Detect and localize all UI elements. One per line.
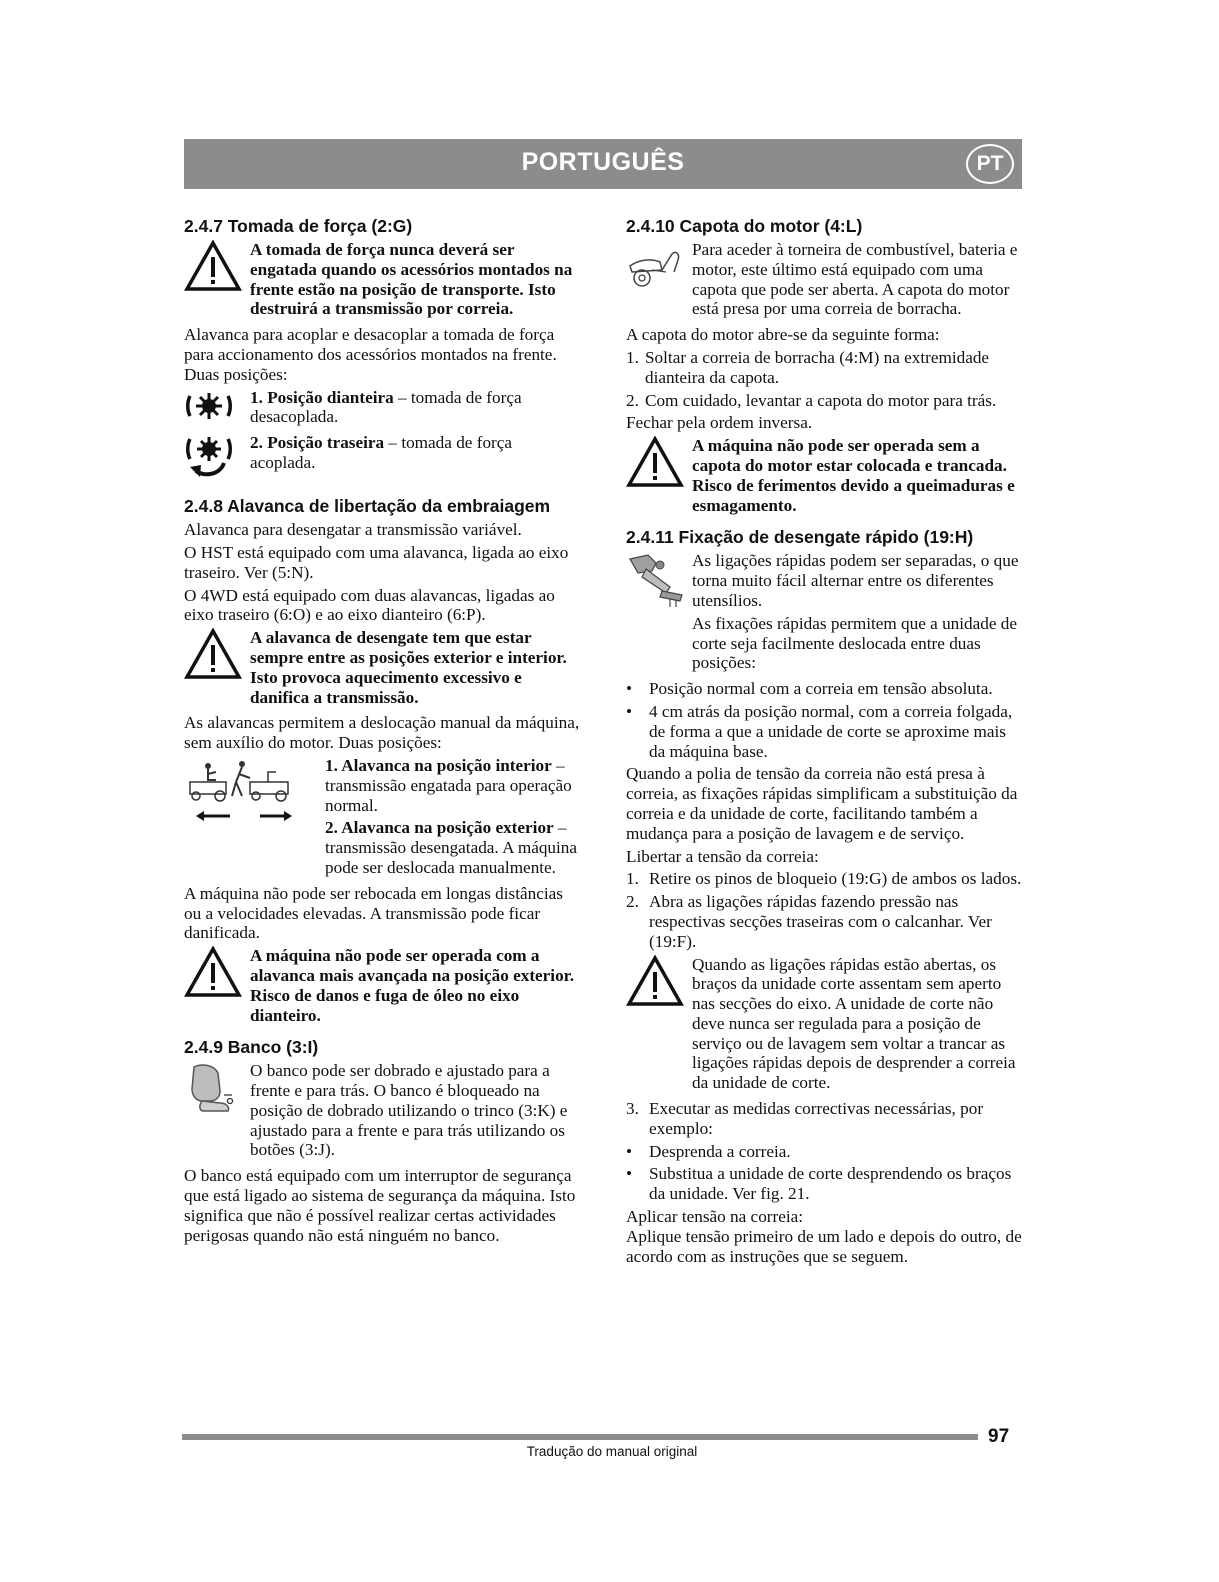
warning-block — [626, 436, 1024, 518]
paragraph: Para aceder à torneira de combustível, bateria e motor, este último está equipado com uma capota que pode ser aberta. A capota do motor está presa por uma correia de borracha. — [692, 240, 1018, 319]
warning-triangle-icon — [184, 240, 242, 292]
section-heading-2-4-8: 2.4.8 Alavanca de libertação da embraiagem — [184, 496, 551, 517]
banner-title: PORTUGUÊS — [521, 148, 685, 176]
paragraph: Aplicar tensão na correia: — [626, 1207, 804, 1227]
section-heading-2-4-9: 2.4.9 Banco (3:I) — [184, 1037, 319, 1058]
paragraph: Alavanca para desengatar a transmissão variável. — [184, 520, 522, 540]
warning-text: A tomada de força nunca deverá ser engatada quando os acessórios montados na frente estão na posição de transporte. Isto destruirá a transmissão por correia. — [250, 240, 573, 319]
engine-hood-icon — [626, 240, 684, 292]
footer-rule — [182, 1434, 978, 1440]
section-heading-2-4-10: 2.4.10 Capota do motor (4:L) — [626, 216, 863, 236]
warning-triangle-icon — [184, 628, 242, 680]
position-label: 1. Posição dianteira — [250, 387, 394, 407]
list-item: • 4 cm atrás da posição normal, com a correia folgada, de forma a que a unidade de corte se aproxime mais da máquina base. — [626, 701, 1013, 761]
paragraph: O HST está equipado com uma alavanca, ligada ao eixo traseiro. Ver (5:N). — [184, 542, 569, 582]
position-description: – tomada de força desacoplada. — [250, 387, 522, 427]
paragraph: O banco está equipado com um interruptor de segurança que está ligado ao sistema de segurança da máquina. Isto significa que não é possível realizar certas actividades perigosas quando não está ninguém no banco. — [184, 1166, 576, 1245]
position-label: 1. Alavanca na posição interior — [325, 755, 552, 775]
paragraph: Aplique tensão primeiro de um lado e depois do outro, de acordo com as instruções que se seguem. — [626, 1226, 1022, 1266]
language-banner — [184, 139, 1022, 189]
list-item: 1. Soltar a correia de borracha (4:M) na extremidade dianteira da capota. — [626, 347, 990, 387]
warning-block — [626, 955, 1024, 1097]
warning-text: A alavanca de desengate tem que estar sempre entre as posições exterior e interior. Isto provoca aquecimento excessivo e danifica a transmissão. — [250, 628, 567, 707]
bullet-list — [626, 1142, 1024, 1204]
numbered-list — [626, 869, 1024, 951]
list-item: 1. Retire os pinos de bloqueio (19:G) de ambos os lados. — [626, 869, 1022, 889]
list-item: 2. Abra as ligações rápidas fazendo pressão nas respectivas secções traseiras com o calcanhar. Ver (19:F). — [626, 892, 992, 951]
numbered-list — [626, 348, 1024, 410]
hood-block — [626, 240, 1024, 322]
warning-triangle-icon — [626, 955, 684, 1007]
list-item: 3. Executar as medidas correctivas necessárias, por exemplo: — [626, 1099, 984, 1138]
paragraph: A máquina não pode ser rebocada em longas distâncias ou a velocidades elevadas. A transmissão pode ficar danificada. — [184, 883, 563, 943]
position-description: – transmissão desengatada. A máquina pode ser deslocada manualmente. — [325, 818, 578, 877]
list-item: • Posição normal com a correia em tensão absoluta. — [626, 679, 993, 699]
position-label: 2. Posição traseira — [250, 433, 385, 453]
section-heading-2-4-7: 2.4.7 Tomada de força (2:G) — [184, 216, 413, 236]
paragraph: Quando a polia de tensão da correia não está presa à correia, as fixações rápidas simplificam a substituição da correia e da unidade de corte, facilitando também a mudança para a posição de lavagem e de serviço. — [626, 764, 1018, 843]
warning-block — [184, 946, 580, 1028]
seat-icon — [184, 1061, 240, 1117]
manual-push-icon — [184, 756, 296, 828]
pto-position-1 — [184, 388, 580, 431]
page-number: 97 — [988, 1426, 1010, 1447]
paragraph: O 4WD está equipado com duas alavancas, ligadas ao eixo traseiro (6:O) e ao eixo dianteiro (6:P). — [184, 585, 555, 625]
paragraph: As fixações rápidas permitem que a unidade de corte seja facilmente deslocada entre duas posições: — [692, 613, 1018, 673]
paragraph: Alavanca para acoplar e desacoplar a tomada de força para accionamento dos acessórios montados na frente. Duas posições: — [184, 325, 557, 384]
language-badge: PT — [966, 144, 1014, 184]
pto-position-2 — [184, 433, 580, 481]
paragraph: Libertar a tensão da correia: — [626, 846, 819, 866]
list-item: 2. Com cuidado, levantar a capota do motor para trás. — [626, 390, 997, 410]
seat-block — [184, 1061, 580, 1163]
lever-positions — [184, 756, 580, 881]
position-description: – transmissão engatada para operação normal. — [325, 755, 572, 815]
quick-release-block — [626, 551, 1024, 676]
paragraph: A capota do motor abre-se da seguinte forma: — [626, 325, 940, 345]
paragraph: O banco pode ser dobrado e ajustado para a frente e para trás. O banco é bloqueado na posição de dobrado utilizando o trinco (3:K) e ajustado para a frente e para trás utilizando os botões (3:J). — [250, 1061, 568, 1160]
position-description: – tomada de força acoplada. — [250, 433, 513, 472]
warning-triangle-icon — [626, 436, 684, 488]
pto-disengaged-icon — [184, 388, 234, 424]
position-label: 2. Alavanca na posição exterior — [325, 818, 554, 838]
warning-block — [184, 240, 580, 322]
warning-text: Quando as ligações rápidas estão abertas, os braços da unidade corte assentam sem aperto nas secções do eixo. A unidade de corte não deve nunca ser regulada para a posição de serviço ou de lavagem sem voltar a trancar as ligações rápidas depois de desprender a correia da unidade de corte. — [692, 954, 1016, 1093]
list-item: • Desprenda a correia. — [626, 1141, 791, 1161]
paragraph: As alavancas permitem a deslocação manual da máquina, sem auxílio do motor. Duas posições: — [184, 713, 580, 753]
paragraph: As ligações rápidas podem ser separadas, o que torna muito fácil alternar entre os diferentes utensílios. — [692, 551, 1019, 610]
warning-triangle-icon — [184, 946, 242, 998]
quick-release-icon — [626, 551, 686, 609]
footer-note: Tradução do manual original — [526, 1444, 698, 1459]
left-column — [184, 215, 580, 1248]
list-item: • Substitua a unidade de corte desprendendo os braços da unidade. Ver fig. 21. — [626, 1164, 1012, 1204]
paragraph: Fechar pela ordem inversa. — [626, 413, 813, 433]
section-heading-2-4-11: 2.4.11 Fixação de desengate rápido (19:H) — [626, 527, 974, 548]
bullet-list — [626, 679, 1024, 761]
warning-text: A máquina não pode ser operada sem a capota do motor estar colocada e trancada. Risco de ferimentos devido a queimaduras e esmagamento. — [692, 436, 1015, 515]
right-column — [626, 215, 1024, 1269]
warning-text: A máquina não pode ser operada com a alavanca mais avançada na posição exterior. Risco de danos e fuga de óleo no eixo dianteiro. — [250, 946, 575, 1025]
pto-engaged-icon — [184, 433, 234, 481]
warning-block — [184, 628, 580, 710]
